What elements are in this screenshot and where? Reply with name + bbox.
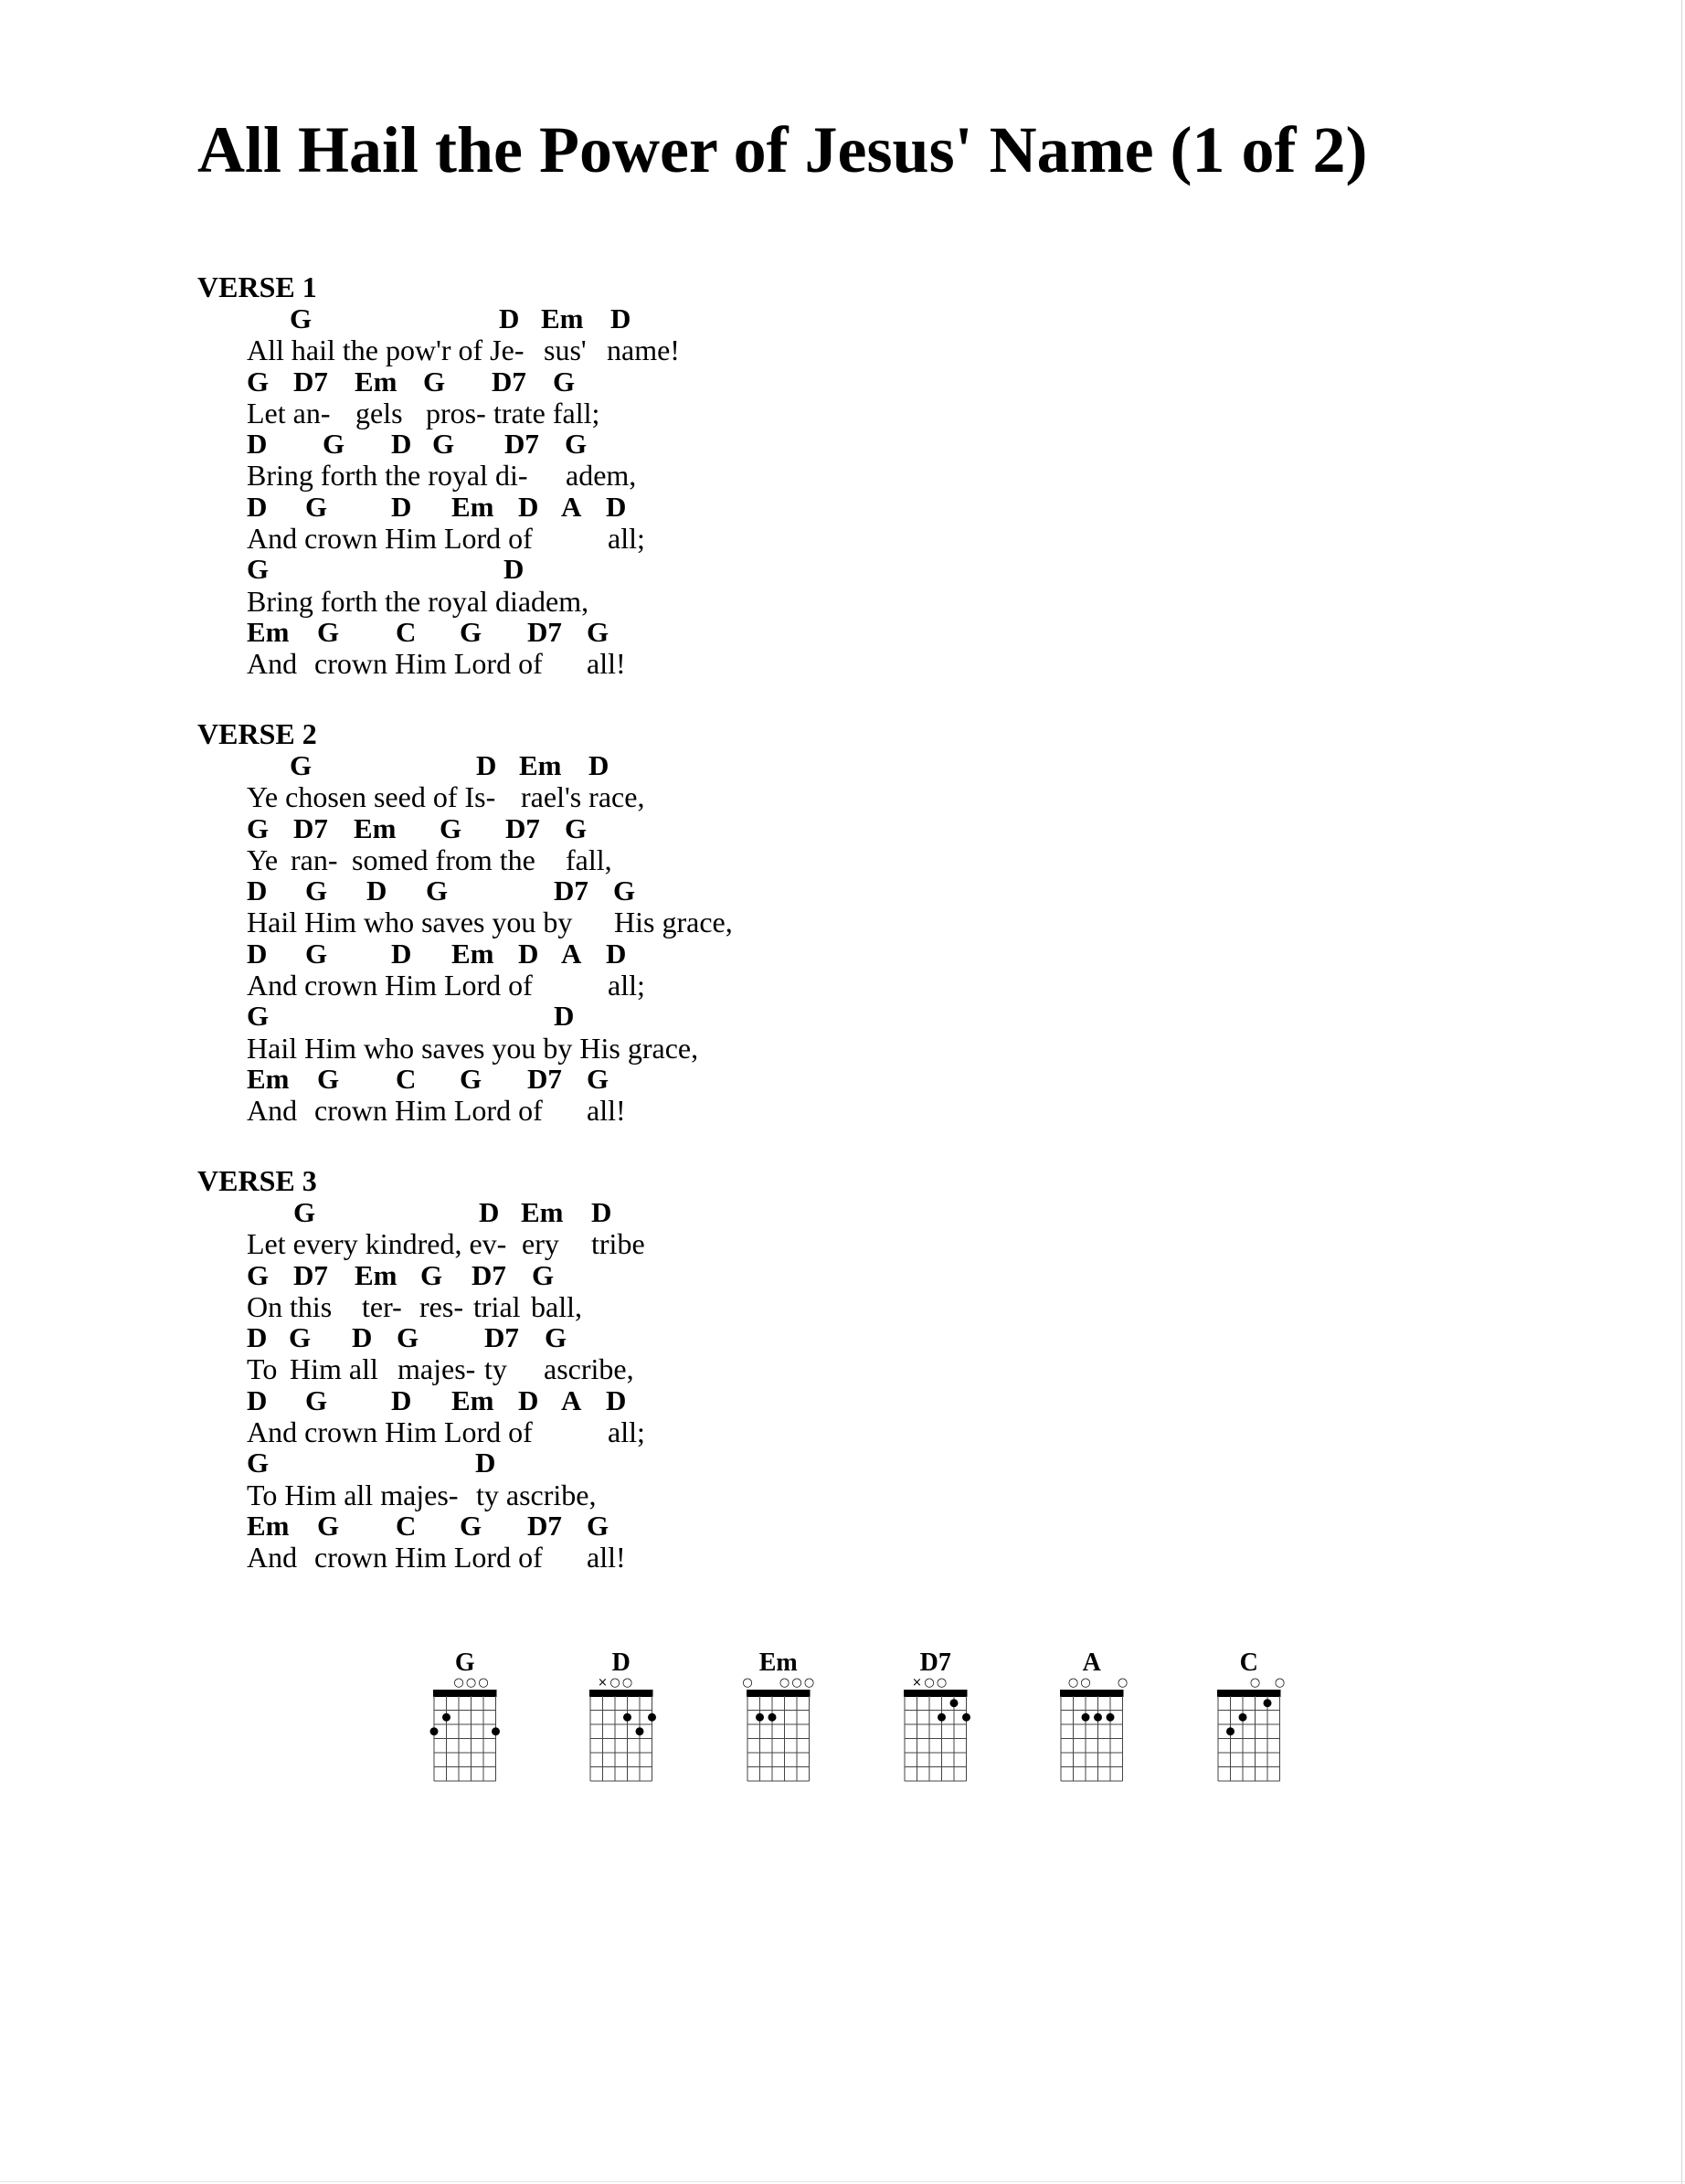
page-bottom-edge: [0, 2181, 1685, 2182]
finger-dot: [768, 1713, 777, 1722]
chord: G: [317, 1509, 340, 1542]
chord: D: [503, 553, 525, 586]
chord-diagram-d7: [897, 1645, 980, 1782]
chord-line: [247, 1385, 1385, 1416]
chord: G: [290, 302, 313, 334]
finger-dot: [1239, 1713, 1247, 1722]
chord-line: [247, 617, 1385, 648]
chord-diagram-svg: [427, 1645, 509, 1782]
chord: D: [499, 302, 520, 334]
chord: G: [397, 1321, 419, 1354]
chord: D: [247, 490, 268, 523]
chord: Em: [451, 1384, 494, 1416]
chord-diagram-g: [427, 1645, 509, 1782]
open-string-marker: ○: [1117, 1676, 1129, 1690]
lyric-segment: Let every kindred, ev-: [247, 1227, 507, 1261]
chord-line: [247, 750, 1385, 781]
chord: G: [293, 1196, 316, 1228]
chord: C: [396, 1509, 417, 1542]
chord: G: [290, 749, 313, 781]
chord: D: [606, 937, 627, 970]
lyric-segment: tribe: [591, 1227, 645, 1261]
verse-heading: VERSE 1: [197, 270, 317, 303]
finger-dot: [962, 1713, 970, 1722]
lyric-segment: And crown Him Lord of: [247, 522, 533, 556]
chord-line: [247, 875, 1385, 906]
lyric-line: [247, 334, 1385, 366]
lyric-segment: ter-: [362, 1289, 402, 1323]
lyric-segment: All hail the pow'r of Je-: [247, 334, 525, 367]
chord-diagram-svg: [583, 1645, 665, 1782]
lyric-segment: all!: [587, 647, 626, 681]
open-string-marker: ○: [791, 1676, 802, 1690]
chord-line: [247, 1064, 1385, 1095]
chord-diagram-svg: [740, 1645, 822, 1782]
lyric-line: [247, 1033, 1385, 1064]
lyric-segment: And: [247, 647, 298, 681]
chord-diagram-svg: [1211, 1645, 1293, 1782]
chord: D7: [484, 1321, 519, 1354]
lyric-segment: this: [290, 1289, 333, 1323]
chord: D7: [554, 875, 588, 907]
chord: G: [247, 365, 270, 398]
open-string-marker: ○: [1080, 1676, 1091, 1690]
chord: D: [247, 1384, 268, 1416]
chord: Em: [451, 490, 494, 523]
chord: Em: [355, 1258, 397, 1291]
chord-diagram-nut: [1060, 1690, 1124, 1697]
page-right-edge: [1681, 0, 1682, 2184]
lyric-segment: And: [247, 1094, 298, 1128]
chord: D: [554, 1000, 575, 1033]
lyric-segment: And crown Him Lord of: [247, 1415, 533, 1449]
chord: D7: [504, 428, 539, 461]
lyric-line: [247, 1095, 1385, 1126]
chord: G: [440, 811, 462, 844]
chord-line: [247, 813, 1385, 844]
chord-diagram-em: [740, 1645, 822, 1782]
finger-dot: [1094, 1713, 1102, 1722]
lyric-segment: ran-: [291, 843, 338, 876]
lyric-line: [247, 1291, 1385, 1322]
chord: D: [591, 1196, 612, 1228]
chord: G: [587, 1509, 609, 1542]
chord: G: [305, 490, 328, 523]
lyric-segment: crown Him Lord of: [314, 1541, 543, 1574]
lyric-line: [247, 460, 1385, 491]
chord: Em: [247, 615, 290, 648]
chord: D: [352, 1321, 373, 1354]
finger-dot: [1082, 1713, 1090, 1722]
chord-line: [247, 1511, 1385, 1542]
open-string-marker: ○: [936, 1676, 948, 1690]
chord-diagram-name: C: [1239, 1649, 1258, 1677]
chord-line: [247, 554, 1385, 585]
finger-dot: [442, 1713, 450, 1722]
lyric-segment: all!: [587, 1541, 626, 1574]
chord-line: [247, 938, 1385, 970]
chord: D: [518, 937, 539, 970]
lyric-line: [247, 1479, 1385, 1511]
chord: G: [565, 428, 588, 461]
chord: D: [588, 749, 609, 781]
chord: Em: [355, 365, 397, 398]
finger-dot: [938, 1713, 946, 1722]
chord: G: [305, 875, 328, 907]
chord-diagram-name: D7: [919, 1649, 951, 1677]
chord: G: [460, 615, 482, 648]
chord: G: [317, 615, 340, 648]
chord-line: [247, 1260, 1385, 1291]
chord: G: [247, 553, 270, 586]
finger-dot: [430, 1727, 439, 1735]
chord: A: [561, 937, 582, 970]
lyric-segment: ball,: [531, 1289, 582, 1323]
chord-diagram-svg: [1054, 1645, 1136, 1782]
chord: G: [460, 1509, 482, 1542]
finger-dot: [492, 1727, 500, 1735]
lyric-segment: all;: [608, 969, 645, 1002]
chord: D: [366, 875, 387, 907]
chord: G: [247, 1447, 270, 1479]
lyric-segment: all;: [608, 1415, 645, 1449]
chord: G: [247, 811, 270, 844]
chord: G: [565, 811, 588, 844]
chord: D: [391, 490, 412, 523]
lyric-segment: gels: [355, 396, 403, 429]
finger-dot: [623, 1713, 631, 1722]
chord-line: [247, 1447, 1385, 1479]
verse-heading: VERSE 3: [197, 1164, 317, 1197]
chord: G: [545, 1321, 567, 1354]
lyric-segment: trate fall;: [493, 396, 600, 429]
chord: D7: [527, 1509, 562, 1542]
lyric-segment: ascribe,: [544, 1352, 634, 1386]
lyric-segment: ery: [522, 1227, 559, 1261]
lyric-segment: To Him all majes-: [247, 1478, 459, 1511]
chord-diagram-nut: [1217, 1690, 1281, 1697]
lyric-segment: somed from the: [352, 843, 535, 876]
chord: D: [247, 428, 268, 461]
chord: G: [305, 937, 328, 970]
chord: D: [247, 1321, 268, 1354]
lyric-line: [247, 1416, 1385, 1447]
verse-3: [197, 1164, 1385, 1574]
open-string-marker: ○: [924, 1676, 935, 1690]
chord: G: [587, 1062, 609, 1095]
chord: D: [247, 875, 268, 907]
chord: D7: [527, 1062, 562, 1095]
open-string-marker: ○: [609, 1676, 620, 1690]
chord: D: [391, 428, 412, 461]
chord: D7: [293, 1258, 328, 1291]
open-string-marker: ○: [1067, 1676, 1079, 1690]
open-string-marker: ○: [803, 1676, 815, 1690]
verse-heading: VERSE 2: [197, 717, 317, 750]
lyric-segment: adem,: [566, 459, 637, 493]
chord: G: [587, 615, 609, 648]
lyric-line: [247, 523, 1385, 554]
finger-dot: [636, 1727, 644, 1735]
chord-line: [247, 1001, 1385, 1032]
chord: D7: [293, 365, 328, 398]
chord: Em: [247, 1509, 290, 1542]
lyric-segment: Ye chosen seed of Is-: [247, 780, 496, 814]
verse-2: [197, 717, 1385, 1127]
chord-diagram-name: D: [611, 1649, 631, 1677]
chord: D: [476, 749, 497, 781]
lyric-segment: To: [247, 1352, 278, 1386]
chord: Em: [521, 1196, 564, 1228]
lyric-line: [247, 781, 1385, 812]
chord: G: [423, 365, 446, 398]
chord: A: [561, 1384, 582, 1416]
lyric-segment: ty: [484, 1352, 507, 1386]
lyric-segment: Hail Him who saves you by: [247, 906, 573, 939]
chord: Em: [519, 749, 562, 781]
chord: G: [532, 1258, 555, 1291]
lyric-segment: pros-: [426, 396, 486, 429]
chord-diagram-c: [1211, 1645, 1293, 1782]
song-title: All Hail the Power of Jesus' Name (1 of 2): [197, 113, 1368, 186]
finger-dot: [950, 1699, 959, 1707]
chord-line: [247, 366, 1385, 398]
chord: D: [391, 937, 412, 970]
lyric-segment: trial: [473, 1289, 521, 1323]
chord-diagram-nut: [589, 1690, 653, 1697]
finger-dot: [1226, 1727, 1235, 1735]
lyric-segment: Ye: [247, 843, 279, 876]
chord: G: [613, 875, 636, 907]
chord: D: [391, 1384, 412, 1416]
chord: D: [475, 1447, 496, 1479]
lyric-segment: res-: [419, 1289, 463, 1323]
chord: D7: [293, 811, 328, 844]
lyric-segment: majes-: [397, 1352, 476, 1386]
lyric-segment: ty ascribe,: [476, 1478, 597, 1511]
lyric-line: [247, 906, 1385, 938]
chord-diagram-d: [583, 1645, 665, 1782]
chord: G: [420, 1258, 443, 1291]
lyric-segment: Hail Him who saves you by His grace,: [247, 1031, 699, 1065]
chord: D: [247, 937, 268, 970]
finger-dot: [756, 1713, 764, 1722]
lyric-segment: sus': [544, 334, 587, 367]
chord: Em: [247, 1062, 290, 1095]
chord: Em: [354, 811, 397, 844]
finger-dot: [648, 1713, 656, 1722]
chord-diagram-nut: [904, 1690, 968, 1697]
lyric-segment: Bring forth the royal diadem,: [247, 584, 589, 618]
chord-diagram-nut: [747, 1690, 811, 1697]
lyric-line: [247, 970, 1385, 1001]
chord: G: [553, 365, 576, 398]
chord: D: [610, 302, 631, 334]
lyric-segment: name!: [607, 334, 680, 367]
chord: D7: [527, 615, 562, 648]
chord-line: [247, 303, 1385, 334]
chord: G: [247, 1000, 270, 1033]
lyric-line: [247, 1353, 1385, 1384]
chord: D: [606, 490, 627, 523]
lyric-segment: And: [247, 1541, 298, 1574]
open-string-marker: ○: [1274, 1676, 1286, 1690]
muted-string-marker: ×: [598, 1676, 608, 1690]
chord: G: [305, 1384, 328, 1416]
chord: G: [289, 1321, 312, 1354]
lyric-line: [247, 844, 1385, 875]
chord-diagram-nut: [433, 1690, 497, 1697]
finger-dot: [1264, 1699, 1272, 1707]
lyric-segment: And crown Him Lord of: [247, 969, 533, 1002]
chord: G: [432, 428, 455, 461]
chord-line: [247, 429, 1385, 460]
chord: Em: [541, 302, 584, 334]
chord-line: [247, 492, 1385, 523]
chord: D7: [492, 365, 526, 398]
chord-diagram-name: A: [1082, 1649, 1101, 1677]
chord: D7: [505, 811, 540, 844]
chord: C: [396, 615, 417, 648]
chord: A: [561, 490, 582, 523]
chord-diagram-a: [1054, 1645, 1136, 1782]
lyric-segment: crown Him Lord of: [314, 1094, 543, 1128]
lyric-segment: Bring forth the royal di-: [247, 459, 528, 493]
lyric-segment: His grace,: [614, 906, 733, 939]
chord-diagram-name: Em: [758, 1649, 798, 1677]
chord: D: [479, 1196, 500, 1228]
lyric-segment: On: [247, 1289, 283, 1323]
lyric-line: [247, 648, 1385, 679]
chord: D: [606, 1384, 627, 1416]
lyric-segment: Him all: [290, 1352, 378, 1386]
open-string-marker: ○: [478, 1676, 489, 1690]
chord-diagram-svg: [897, 1645, 980, 1782]
chord: D: [518, 490, 539, 523]
chord-line: [247, 1322, 1385, 1353]
open-string-marker: ○: [779, 1676, 790, 1690]
lyric-line: [247, 1542, 1385, 1573]
lyric-line: [247, 586, 1385, 617]
lyric-segment: all!: [587, 1094, 626, 1128]
open-string-marker: ○: [621, 1676, 633, 1690]
chord-diagram-name: G: [454, 1649, 475, 1677]
lyric-line: [247, 398, 1385, 429]
verse-1: [197, 270, 1385, 680]
chord: C: [396, 1062, 417, 1095]
chord: G: [323, 428, 345, 461]
open-string-marker: ○: [1249, 1676, 1261, 1690]
open-string-marker: ○: [465, 1676, 477, 1690]
muted-string-marker: ×: [912, 1676, 922, 1690]
chord: D: [518, 1384, 539, 1416]
lyric-segment: Let an-: [247, 396, 331, 429]
chord: G: [317, 1062, 340, 1095]
lyric-segment: all;: [608, 522, 645, 556]
open-string-marker: ○: [742, 1676, 753, 1690]
chord: G: [460, 1062, 482, 1095]
finger-dot: [1107, 1713, 1115, 1722]
lyric-segment: fall,: [566, 843, 612, 876]
open-string-marker: ○: [453, 1676, 464, 1690]
lyric-segment: crown Him Lord of: [314, 647, 543, 681]
chord: Em: [451, 937, 494, 970]
chord: G: [426, 875, 449, 907]
chord: G: [247, 1258, 270, 1291]
chord: D7: [472, 1258, 506, 1291]
chord-line: [247, 1197, 1385, 1228]
lyric-line: [247, 1228, 1385, 1259]
lyric-segment: rael's race,: [521, 780, 645, 814]
